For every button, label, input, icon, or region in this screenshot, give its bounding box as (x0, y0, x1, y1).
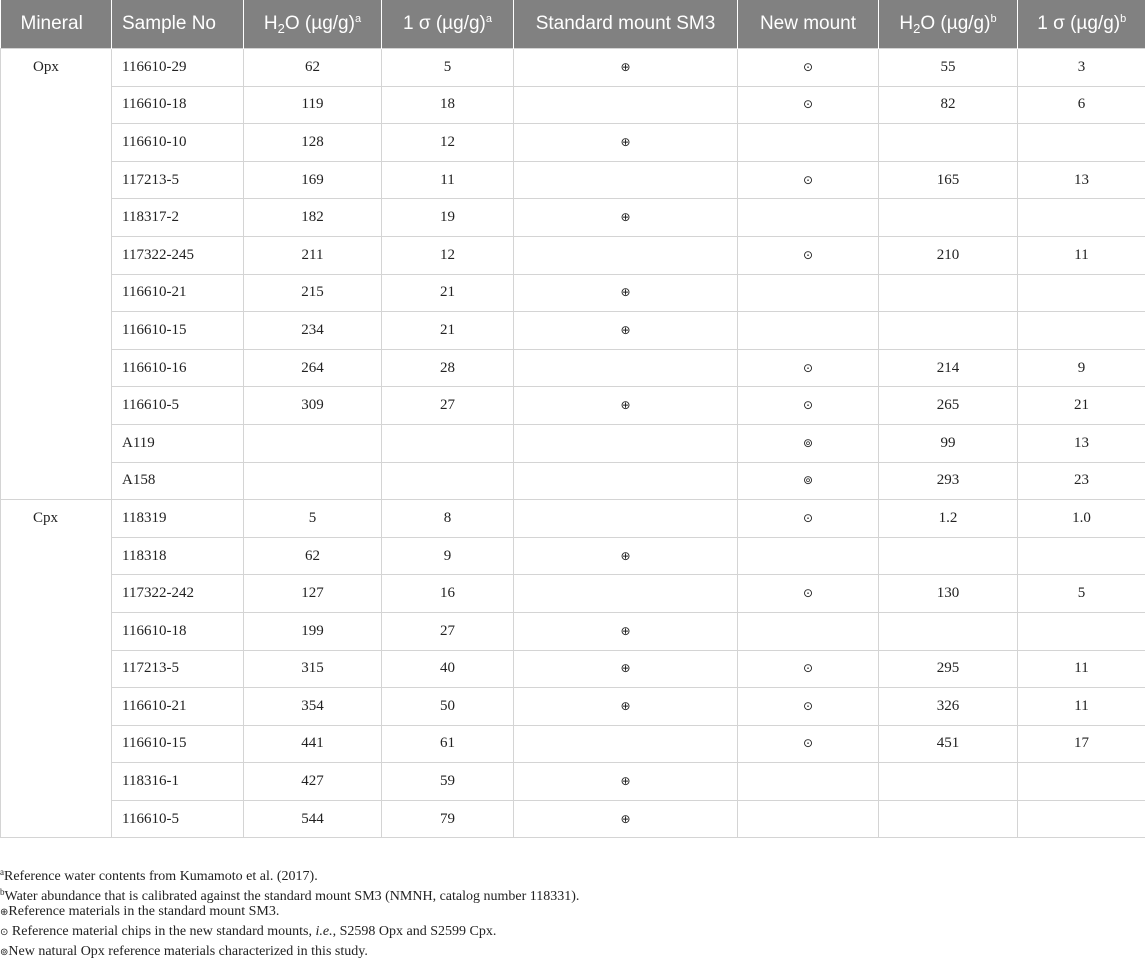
table-row (1, 612, 1145, 650)
sigma-b-cell: 11 (1018, 688, 1145, 726)
sigma-a-cell: 9 (382, 537, 514, 575)
h2o-b-cell: 326 (879, 688, 1018, 726)
standard-mount-cell (514, 462, 738, 500)
circled-dot-icon: ⊙ (802, 97, 814, 112)
sigma-b-cell (1018, 800, 1145, 838)
circled-plus-icon: ⊕ (620, 59, 631, 74)
sigma-a-cell: 12 (382, 124, 514, 162)
table-row (1, 462, 1145, 500)
sigma-b-cell (1018, 274, 1145, 312)
standard-mount-cell (514, 387, 738, 425)
circled-plus-icon: ⊕ (620, 698, 631, 713)
h2o-a-cell: 62 (244, 49, 382, 87)
sigma-a-cell (382, 462, 514, 500)
sigma-a-cell: 16 (382, 575, 514, 613)
standard-mount-cell (514, 763, 738, 801)
standard-mount-cell (514, 612, 738, 650)
circled-dot-icon: ⊙ (802, 510, 814, 525)
table-row (1, 236, 1145, 274)
circled-plus-icon: ⊕ (620, 322, 631, 337)
standard-mount-cell (514, 688, 738, 726)
new-mount-cell (738, 274, 879, 312)
sigma-b-cell (1018, 312, 1145, 350)
sigma-a-cell: 12 (382, 236, 514, 274)
h2o-a-cell: 182 (244, 199, 382, 237)
footnotes (0, 862, 1145, 962)
new-mount-cell (738, 49, 879, 87)
table-row (1, 500, 1145, 538)
h2o-a-cell: 62 (244, 537, 382, 575)
mineral-cell: Cpx (1, 500, 112, 838)
h2o-b-cell: 1.2 (879, 500, 1018, 538)
footnote-new-symbol: ⊙ Reference material chips in the new standard mounts, i.e., S2598 Opx and S2599 Cpx. (0, 924, 497, 939)
col-header-h2o-a: $H_2O$ $(\mu g/g)^a$ (244, 0, 382, 49)
h2o-b-cell (879, 763, 1018, 801)
sigma-b-cell: 13 (1018, 424, 1145, 462)
sigma-a-cell: 59 (382, 763, 514, 801)
table-row (1, 349, 1145, 387)
standard-mount-cell (514, 424, 738, 462)
circled-dot-icon: ⊚ (802, 473, 814, 488)
h2o-a-cell (244, 424, 382, 462)
header-row (1, 0, 1145, 49)
sample-cell: 117213-5 (112, 161, 244, 199)
standard-mount-cell (514, 199, 738, 237)
standard-mount-cell (514, 349, 738, 387)
sigma-b-cell: 13 (1018, 161, 1145, 199)
standard-mount-cell (514, 236, 738, 274)
sigma-b-cell: 17 (1018, 725, 1145, 763)
table-row (1, 161, 1145, 199)
sigma-b-cell: 11 (1018, 650, 1145, 688)
sigma-a-cell: 61 (382, 725, 514, 763)
standard-mount-cell (514, 124, 738, 162)
new-mount-cell (738, 387, 879, 425)
sigma-a-cell: 27 (382, 387, 514, 425)
h2o-b-cell (879, 124, 1018, 162)
circled-plus-icon: ⊕ (620, 623, 631, 638)
col-header-sigma-a: 1 σ $(\mu g/g)^a$ (382, 0, 514, 49)
h2o-a-cell: 309 (244, 387, 382, 425)
sample-cell: A158 (112, 462, 244, 500)
table-row (1, 124, 1145, 162)
h2o-b-cell: 293 (879, 462, 1018, 500)
circled-plus-icon: ⊕ (620, 774, 631, 789)
new-mount-cell (738, 312, 879, 350)
sample-cell: 116610-15 (112, 725, 244, 763)
sigma-a-cell (382, 424, 514, 462)
col-header-new-mount: New mount (738, 0, 879, 49)
h2o-b-cell: 165 (879, 161, 1018, 199)
sample-cell: 116610-21 (112, 688, 244, 726)
col-header-sample: Sample No (112, 0, 244, 49)
circled-dot-icon: ⊙ (0, 927, 9, 938)
h2o-a-cell: 427 (244, 763, 382, 801)
standard-mount-cell (514, 725, 738, 763)
table-row (1, 387, 1145, 425)
h2o-b-cell: 265 (879, 387, 1018, 425)
sample-cell: 116610-5 (112, 387, 244, 425)
footnote-new-natural-symbol: ⊚New natural Opx reference materials characterized in this study. (0, 944, 368, 959)
h2o-a-cell: 127 (244, 575, 382, 613)
col-header-mineral: Mineral (1, 0, 112, 49)
sigma-b-cell: 5 (1018, 575, 1145, 613)
sample-cell: 118316-1 (112, 763, 244, 801)
new-mount-cell (738, 500, 879, 538)
table-row (1, 725, 1145, 763)
col-header-sigma-b: 1 σ $(\mu g/g)^b$ (1018, 0, 1145, 49)
circled-dot-icon: ⊚ (802, 435, 814, 450)
new-mount-cell (738, 424, 879, 462)
new-mount-cell (738, 688, 879, 726)
circled-dot-icon: ⊙ (802, 172, 814, 187)
table-row (1, 688, 1145, 726)
h2o-b-cell (879, 800, 1018, 838)
h2o-a-cell: 215 (244, 274, 382, 312)
standard-mount-cell (514, 500, 738, 538)
table-row (1, 199, 1145, 237)
circled-plus-icon: ⊕ (620, 661, 631, 676)
standard-mount-cell (514, 650, 738, 688)
h2o-b-cell: 99 (879, 424, 1018, 462)
sigma-a-cell: 11 (382, 161, 514, 199)
table-row (1, 800, 1145, 838)
new-mount-cell (738, 763, 879, 801)
h2o-b-cell: 55 (879, 49, 1018, 87)
circled-plus-icon: ⊕ (620, 210, 631, 225)
standard-mount-cell (514, 161, 738, 199)
h2o-a-cell: 264 (244, 349, 382, 387)
h2o-b-cell: 295 (879, 650, 1018, 688)
sigma-b-cell: 9 (1018, 349, 1145, 387)
sigma-a-cell: 28 (382, 349, 514, 387)
sample-cell: 118319 (112, 500, 244, 538)
h2o-b-cell (879, 537, 1018, 575)
sigma-a-cell: 50 (382, 688, 514, 726)
sigma-b-cell: 3 (1018, 49, 1145, 87)
h2o-a-cell: 544 (244, 800, 382, 838)
circled-dot-icon: ⊙ (802, 247, 814, 262)
circled-plus-icon: ⊕ (0, 907, 9, 918)
new-mount-cell (738, 575, 879, 613)
circled-dot-icon: ⊙ (802, 398, 814, 413)
standard-mount-cell (514, 575, 738, 613)
h2o-a-cell: 199 (244, 612, 382, 650)
circled-plus-icon: ⊕ (620, 285, 631, 300)
circled-dot-icon: ⊙ (802, 698, 814, 713)
h2o-a-cell: 119 (244, 86, 382, 124)
sigma-a-cell: 8 (382, 500, 514, 538)
standard-mount-cell (514, 86, 738, 124)
footnote-b: $^b$Water abundance that is calibrated against the standard mount SM3 (NMNH, catalog number 118331). (0, 887, 580, 904)
standard-mount-cell (514, 49, 738, 87)
mineral-cell: Opx (1, 49, 112, 500)
standard-mount-cell (514, 274, 738, 312)
h2o-b-cell (879, 274, 1018, 312)
sigma-b-cell (1018, 124, 1145, 162)
h2o-a-cell: 211 (244, 236, 382, 274)
new-mount-cell (738, 124, 879, 162)
sigma-a-cell: 5 (382, 49, 514, 87)
h2o-a-cell (244, 462, 382, 500)
new-mount-cell (738, 462, 879, 500)
circled-plus-icon: ⊕ (620, 398, 631, 413)
sigma-b-cell (1018, 612, 1145, 650)
sigma-b-cell (1018, 199, 1145, 237)
sample-cell: 116610-29 (112, 49, 244, 87)
new-mount-cell (738, 236, 879, 274)
h2o-b-cell: 451 (879, 725, 1018, 763)
new-mount-cell (738, 199, 879, 237)
new-mount-cell (738, 612, 879, 650)
new-mount-cell (738, 349, 879, 387)
sigma-b-cell (1018, 537, 1145, 575)
h2o-a-cell: 169 (244, 161, 382, 199)
sample-cell: 117322-242 (112, 575, 244, 613)
h2o-a-cell: 441 (244, 725, 382, 763)
new-mount-cell (738, 725, 879, 763)
table-row (1, 763, 1145, 801)
h2o-a-cell: 315 (244, 650, 382, 688)
sigma-a-cell: 19 (382, 199, 514, 237)
sample-cell: 117213-5 (112, 650, 244, 688)
table-row (1, 575, 1145, 613)
sample-cell: 116610-10 (112, 124, 244, 162)
h2o-a-cell: 234 (244, 312, 382, 350)
sigma-b-cell: 21 (1018, 387, 1145, 425)
circled-dot-icon: ⊙ (802, 586, 814, 601)
table-row (1, 537, 1145, 575)
new-mount-cell (738, 650, 879, 688)
sample-cell: 118318 (112, 537, 244, 575)
sample-cell: 117322-245 (112, 236, 244, 274)
new-mount-cell (738, 800, 879, 838)
h2o-b-cell: 210 (879, 236, 1018, 274)
table-row (1, 650, 1145, 688)
new-mount-cell (738, 161, 879, 199)
sample-cell: 116610-18 (112, 86, 244, 124)
circled-dot-icon: ⊙ (802, 360, 814, 375)
circled-plus-icon: ⊕ (620, 134, 631, 149)
sigma-b-cell: 6 (1018, 86, 1145, 124)
h2o-b-cell: 130 (879, 575, 1018, 613)
sample-cell: 116610-5 (112, 800, 244, 838)
sample-cell: 116610-15 (112, 312, 244, 350)
h2o-b-cell (879, 199, 1018, 237)
sigma-b-cell: 11 (1018, 236, 1145, 274)
sigma-b-cell: 23 (1018, 462, 1145, 500)
sigma-a-cell: 79 (382, 800, 514, 838)
new-mount-cell (738, 537, 879, 575)
h2o-b-cell: 214 (879, 349, 1018, 387)
sample-cell: 116610-21 (112, 274, 244, 312)
h2o-a-cell: 354 (244, 688, 382, 726)
sigma-b-cell: 1.0 (1018, 500, 1145, 538)
table-row (1, 49, 1145, 87)
circled-plus-icon: ⊕ (620, 548, 631, 563)
h2o-b-cell (879, 612, 1018, 650)
new-mount-cell (738, 86, 879, 124)
h2o-b-cell: 82 (879, 86, 1018, 124)
sigma-a-cell: 21 (382, 312, 514, 350)
sample-cell: 116610-16 (112, 349, 244, 387)
circled-dot-icon: ⊙ (802, 661, 814, 676)
col-header-h2o-b: $H_2O$ $(\mu g/g)^b$ (879, 0, 1018, 49)
sample-cell: A119 (112, 424, 244, 462)
h2o-a-cell: 5 (244, 500, 382, 538)
table-row (1, 312, 1145, 350)
table-row (1, 86, 1145, 124)
circled-plus-icon: ⊕ (620, 811, 631, 826)
table-row (1, 274, 1145, 312)
circled-dot-icon: ⊙ (802, 59, 814, 74)
sigma-a-cell: 40 (382, 650, 514, 688)
standard-mount-cell (514, 312, 738, 350)
h2o-a-cell: 128 (244, 124, 382, 162)
sigma-a-cell: 18 (382, 86, 514, 124)
h2o-b-cell (879, 312, 1018, 350)
sample-cell: 116610-18 (112, 612, 244, 650)
table-body (1, 49, 1145, 838)
table-row (1, 424, 1145, 462)
standard-mount-cell (514, 800, 738, 838)
sample-cell: 118317-2 (112, 199, 244, 237)
col-header-standard-mount: Standard mount SM3 (514, 0, 738, 49)
standard-mount-cell (514, 537, 738, 575)
sigma-a-cell: 21 (382, 274, 514, 312)
footnote-standard-symbol: ⊕Reference materials in the standard mount SM3. (0, 904, 280, 919)
circled-dot-icon: ⊙ (802, 736, 814, 751)
footnote-a: $^a$Reference water contents from Kumamoto et al. (2017). (0, 867, 318, 884)
sigma-b-cell (1018, 763, 1145, 801)
circled-ring-icon: ⊚ (0, 947, 9, 958)
sigma-a-cell: 27 (382, 612, 514, 650)
